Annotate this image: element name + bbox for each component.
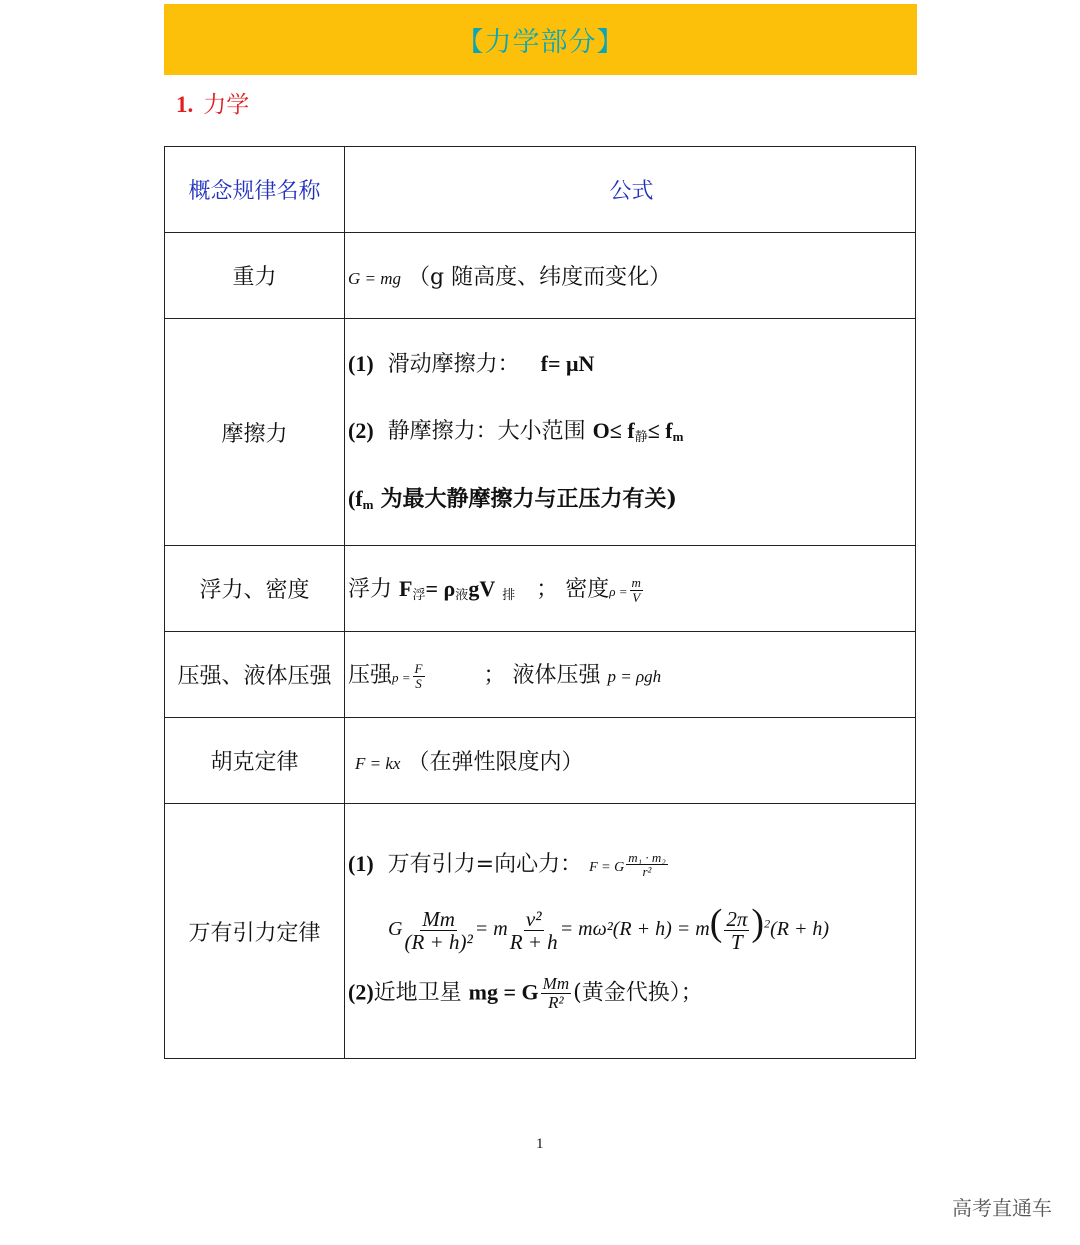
text: 密度: [565, 577, 610, 603]
numerator: m₁ · m₂: [628, 849, 666, 865]
numerator: F: [414, 661, 423, 677]
friction-line-2: [348, 418, 915, 446]
table-row-gravity: [165, 233, 916, 319]
text: 万有引力=向心力：: [387, 851, 583, 877]
eq: = m: [474, 917, 508, 940]
sliding-friction-formula: f= μN: [540, 350, 595, 376]
numerator: Mm: [542, 973, 570, 993]
table-row-hooke: [165, 718, 916, 804]
row-name: 万有引力定律: [165, 804, 345, 1059]
numerator: Mm: [422, 906, 455, 931]
section-title: 力学: [203, 92, 250, 118]
golden-fraction: [541, 975, 571, 1012]
hooke-formula: F = kx: [355, 754, 401, 773]
sep: ；: [536, 577, 559, 603]
title-banner: [164, 4, 917, 75]
text: 静摩擦力：大小范围: [387, 419, 586, 445]
text: 液体压强: [512, 663, 601, 689]
denominator: T: [731, 929, 743, 954]
header-name: 概念规律名称: [165, 147, 345, 233]
sub: 静: [634, 430, 648, 446]
tag: (1): [348, 850, 374, 876]
frac-3: [724, 908, 749, 953]
density-lhs: ρ =: [609, 584, 628, 600]
page-number: 1: [536, 1136, 544, 1152]
fm: (f: [348, 485, 363, 511]
row-name: 重力: [165, 233, 345, 319]
note: (黄金代换）；: [573, 980, 703, 1006]
banner-title: 【力学部分】: [456, 27, 625, 58]
row-formula: [345, 804, 916, 1059]
liquid-pressure-formula: p = ρgh: [607, 667, 662, 687]
section-number: 1.: [176, 92, 194, 117]
table-row-friction: [165, 319, 916, 546]
denominator: (R + h)²: [404, 929, 473, 954]
frac-2: [510, 908, 558, 953]
table-row-gravitation: [165, 804, 916, 1059]
row-name: 浮力、密度: [165, 546, 345, 632]
static-range-b: ≤ f: [647, 418, 673, 444]
text: 压强: [348, 663, 393, 689]
friction-line-1: [348, 351, 915, 378]
denominator: V: [632, 589, 641, 605]
friction-line-3: [348, 486, 915, 513]
formula-table: [164, 146, 916, 1059]
sub: 浮: [412, 588, 426, 604]
row-name: 胡克定律: [165, 718, 345, 804]
denominator: S: [415, 675, 422, 691]
table-header-row: [165, 147, 916, 233]
text: 浮力: [348, 577, 393, 603]
gravitation-fraction: [626, 851, 668, 879]
table-row-buoyancy: [165, 546, 916, 632]
section-heading: [176, 86, 249, 119]
tag: (2): [348, 979, 374, 1005]
eq: = mω²(R + h) = m: [559, 917, 710, 940]
static-range-a: O≤ f: [592, 418, 635, 444]
tag: (2): [348, 418, 374, 444]
G: G: [388, 917, 403, 940]
sep: ；: [483, 663, 506, 689]
eq: = ρ: [425, 576, 456, 602]
gravitation-line-3: [348, 975, 915, 1012]
lhs: F = G: [589, 859, 625, 875]
paren: ): [751, 901, 765, 944]
header-formula: 公式: [345, 147, 916, 233]
density-fraction: [630, 576, 643, 604]
paren: (: [709, 901, 723, 944]
golden-formula: mg = G: [468, 979, 539, 1005]
numerator: 2π: [726, 906, 748, 931]
gV: gV: [468, 576, 496, 602]
gravity-formula: G = mg: [348, 269, 402, 288]
pressure-lhs: p =: [392, 670, 411, 686]
gravitation-line-1: [348, 851, 915, 879]
frac-1: [404, 908, 472, 953]
row-formula: [345, 632, 916, 718]
row-name: 压强、液体压强: [165, 632, 345, 718]
F: F: [399, 576, 413, 602]
gravitation-equation: [348, 901, 915, 953]
pressure-fraction: [413, 662, 425, 690]
sub: m: [362, 496, 374, 512]
sup: 2: [764, 916, 771, 931]
row-formula: [345, 718, 916, 804]
sub: m: [672, 429, 684, 445]
row-formula: [345, 546, 916, 632]
brand-watermark: 高考直通车: [952, 1196, 1052, 1220]
denominator: R²: [548, 992, 564, 1012]
row-name: 摩擦力: [165, 319, 345, 546]
tag: (1): [348, 350, 374, 376]
denominator: r²: [642, 864, 652, 880]
row-formula: [345, 319, 916, 546]
tail: (R + h): [770, 917, 830, 940]
table-row-pressure: [165, 632, 916, 718]
gravity-note: （g 随高度、纬度而变化）: [408, 265, 672, 290]
denominator: R + h: [509, 929, 558, 954]
numerator: v²: [525, 906, 542, 931]
sub: 排: [502, 588, 516, 604]
numerator: m: [631, 575, 641, 591]
text: 为最大静摩擦力与正压力有关): [380, 485, 677, 512]
text: 近地卫星: [373, 980, 462, 1006]
hooke-note: （在弹性限度内）: [407, 750, 584, 775]
text: 滑动摩擦力：: [387, 351, 520, 377]
sub: 液: [455, 588, 469, 604]
row-formula: [345, 233, 916, 319]
